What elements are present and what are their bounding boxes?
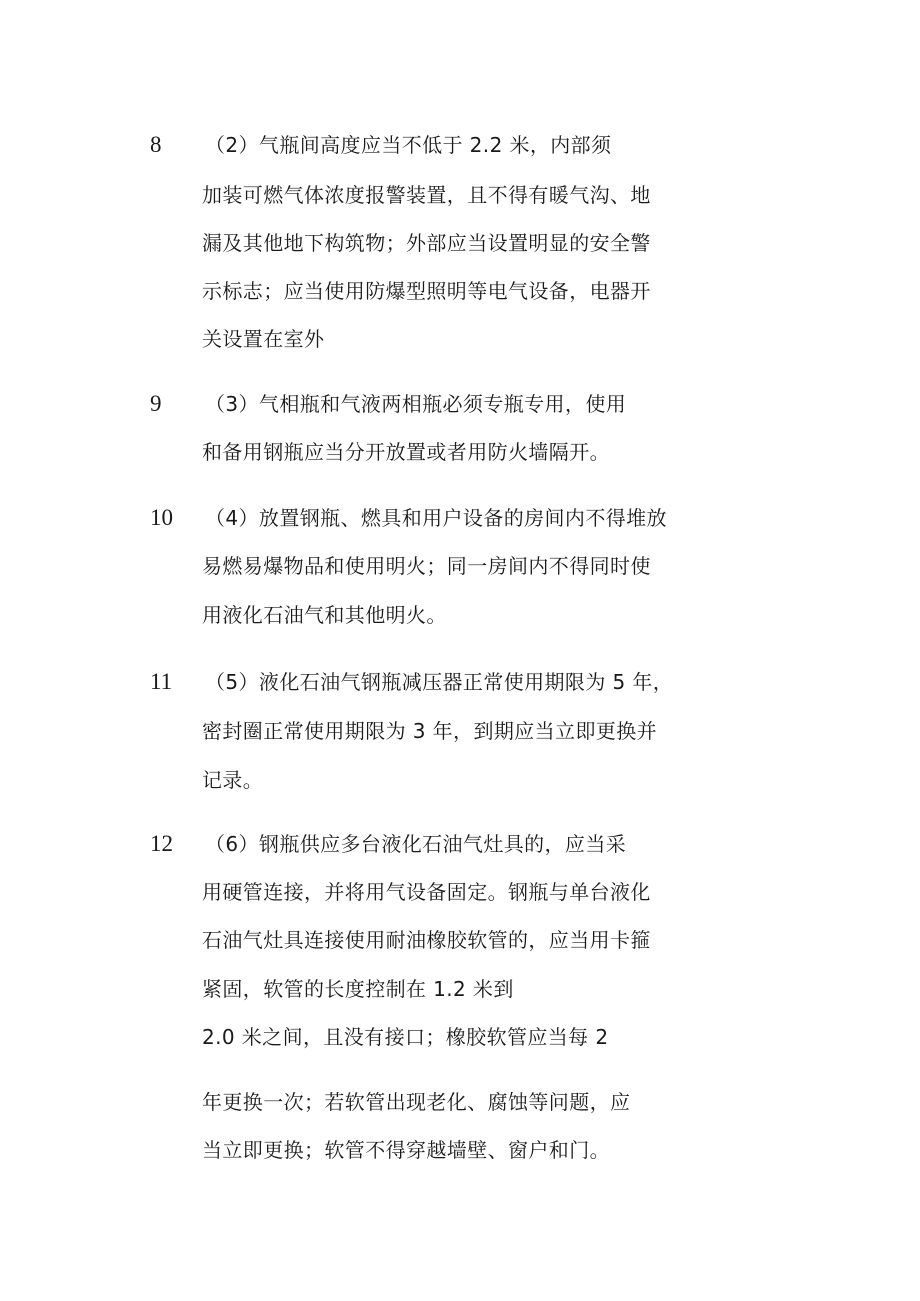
- item-number: 9: [150, 391, 162, 416]
- item-text-line: （5）液化石油气钢瓶减压器正常使用期限为 5 年，: [205, 670, 674, 694]
- item-text-line: 密封圈正常使用期限为 3 年，到期应当立即更换并: [202, 719, 658, 743]
- item-text-line: （2）气瓶间高度应当不低于 2.2 米，内部须: [205, 133, 612, 157]
- item-text-line: 关设置在室外: [202, 327, 325, 351]
- item-text-line: 漏及其他地下构筑物；外部应当设置明显的安全警: [202, 231, 651, 255]
- item-text-line: 加装可燃气体浓度报警装置，且不得有暖气沟、地: [202, 183, 651, 207]
- item-text-line: 示标志；应当使用防爆型照明等电气设备，电器开: [202, 279, 651, 303]
- item-number: 11: [150, 669, 173, 694]
- item-text-line: 年更换一次；若软管出现老化、腐蚀等问题，应: [202, 1090, 631, 1114]
- item-number: 8: [150, 132, 162, 157]
- item-number: 12: [150, 831, 173, 856]
- item-text-line: 易燃易爆物品和使用明火；同一房间内不得同时使: [202, 554, 651, 578]
- item-text-line: （4）放置钢瓶、燃具和用户设备的房间内不得堆放: [205, 506, 667, 530]
- item-text-line: 用液化石油气和其他明火。: [202, 603, 447, 627]
- item-number: 10: [150, 505, 173, 530]
- item-text-line: 2.0 米之间，且没有接口；橡胶软管应当每 2: [202, 1025, 609, 1049]
- item-text-line: 记录。: [202, 768, 264, 792]
- item-text-line: 紧固，软管的长度控制在 1.2 米到: [202, 977, 514, 1001]
- item-text-line: 和备用钢瓶应当分开放置或者用防火墙隔开。: [202, 440, 610, 464]
- item-text-line: （6）钢瓶供应多台液化石油气灶具的，应当采: [205, 832, 627, 856]
- item-text-line: 当立即更换；软管不得穿越墙壁、窗户和门。: [202, 1138, 610, 1162]
- item-text-line: 石油气灶具连接使用耐油橡胶软管的，应当用卡箍: [202, 928, 651, 952]
- item-text-line: （3）气相瓶和气液两相瓶必须专瓶专用，使用: [205, 392, 627, 416]
- item-text-line: 用硬管连接，并将用气设备固定。钢瓶与单台液化: [202, 880, 651, 904]
